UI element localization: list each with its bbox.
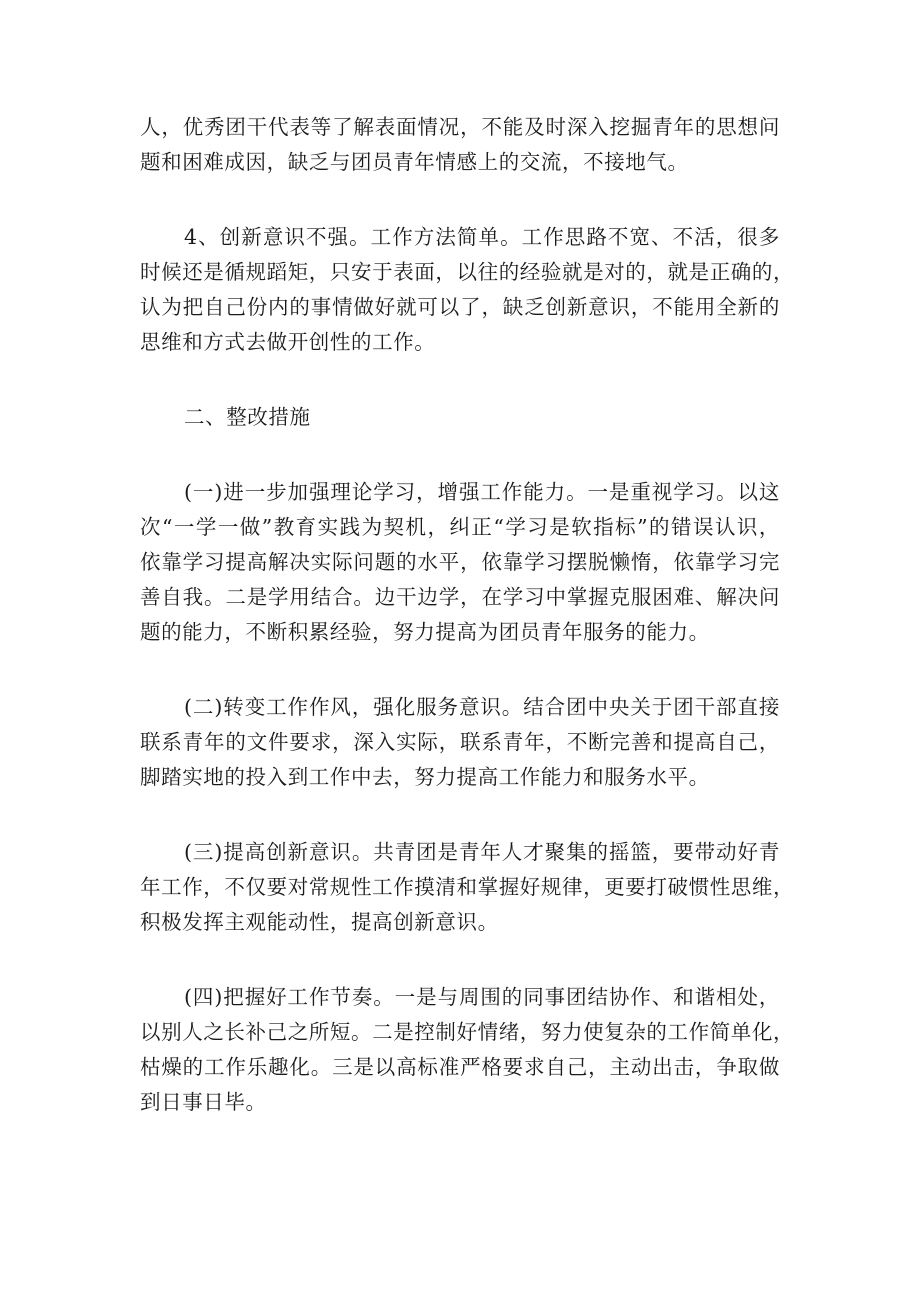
heading-text: 二、整改措施 [184, 405, 311, 429]
text-line: (一)进一步加强理论学习，增强工作能力。一是重视学习。以这 [184, 480, 780, 504]
text-line: 思维和方式去做开创性的工作。 [140, 330, 436, 354]
text-line: 善自我。二是学用结合。边干边学，在学习中掌握克服困难、解决问 [140, 585, 780, 609]
paragraph-innovation-weak [140, 220, 795, 360]
text-line: 联系青年的文件要求，深入实际，联系青年，不断完善和提高自己， [140, 730, 780, 754]
paragraph-measure-1 [140, 475, 780, 650]
text-line: 依靠学习提高解决实际问题的水平，依靠学习摆脱懒惰，依靠学习完 [140, 550, 780, 574]
text-line: 到日事日毕。 [140, 1090, 267, 1114]
text-line: 以别人之长补己之所短。二是控制好情绪，努力使复杂的工作简单化， [140, 1020, 795, 1044]
paragraph-continuation [140, 110, 780, 180]
text-line: 题和困难成因，缺乏与团员青年情感上的交流，不接地气。 [140, 150, 689, 174]
paragraph-measure-2 [140, 690, 780, 795]
text-line: (三)提高创新意识。共青团是青年人才聚集的摇篮，要带动好青 [184, 840, 780, 864]
paragraph-measure-3 [140, 835, 795, 940]
text-line: 年工作，不仅要对常规性工作摸清和掌握好规律，更要打破惯性思维， [140, 875, 795, 899]
text-line: 认为把自己份内的事情做好就可以了，缺乏创新意识，不能用全新的 [140, 295, 780, 319]
text-line: (四)把握好工作节奏。一是与周围的同事团结协作、和谐相处， [184, 985, 780, 1009]
text-line: 人，优秀团干代表等了解表面情况，不能及时深入挖掘青年的思想问 [140, 115, 780, 139]
text-line: 时候还是循规蹈矩，只安于表面，以往的经验就是对的，就是正确的， [140, 260, 795, 284]
text-line: 积极发挥主观能动性，提高创新意识。 [140, 910, 499, 934]
text-line: (二)转变工作作风，强化服务意识。结合团中央关于团干部直接 [184, 695, 780, 719]
text-line: 枯燥的工作乐趣化。三是以高标准严格要求自己，主动出击，争取做 [140, 1055, 780, 1079]
text-line: 题的能力，不断积累经验，努力提高为团员青年服务的能力。 [140, 620, 710, 644]
paragraph-measure-4 [140, 980, 795, 1120]
text-line: 4、创新意识不强。工作方法简单。工作思路不宽、不活，很多 [184, 225, 780, 249]
section-heading-measures [140, 400, 780, 435]
document-body [140, 110, 795, 1160]
text-line: 脚踏实地的投入到工作中去，努力提高工作能力和服务水平。 [140, 765, 710, 789]
text-line: 次“一学一做”教育实践为契机，纠正“学习是软指标”的错误认识， [140, 515, 780, 539]
